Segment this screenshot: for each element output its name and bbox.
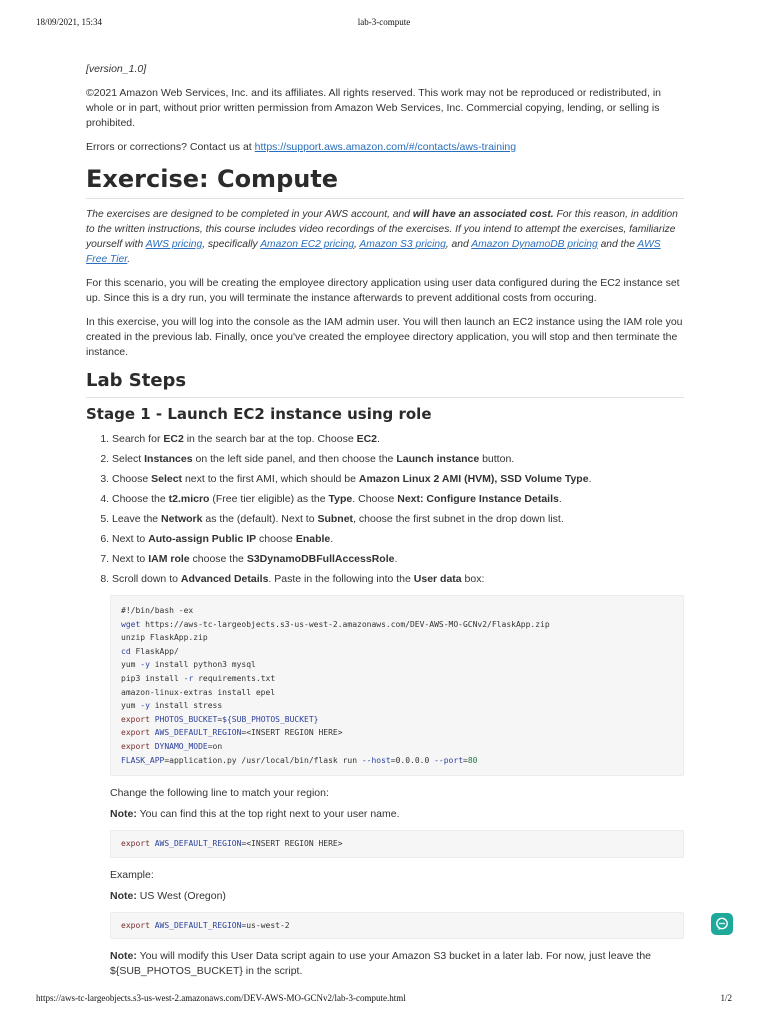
support-link[interactable]: https://support.aws.amazon.com/#/contacts/aws-training bbox=[254, 141, 517, 153]
print-header bbox=[0, 17, 768, 29]
scenario-paragraph: For this scenario, you will be creating the employee directory application using user data configured during the EC2 instance set up. Since this is a dry run, you will terminate the instance afterwards to prevent additional costs from occuring. bbox=[86, 277, 680, 304]
code-line: export AWS_DEFAULT_REGION=<INSERT REGION HERE> bbox=[121, 728, 343, 738]
code-line: export PHOTOS_BUCKET=${SUB_PHOTOS_BUCKET} bbox=[121, 714, 319, 724]
print-datetime: 18/09/2021, 15:34 bbox=[36, 17, 103, 27]
lab-steps-heading: Lab Steps bbox=[86, 369, 684, 398]
print-footer bbox=[0, 993, 768, 1005]
code-line: #!/bin/bash -ex bbox=[121, 606, 194, 615]
step-5: 5. Leave the Network as the (default). Next to Subnet, choose the first subnet in the drop down list. bbox=[112, 512, 684, 527]
code-line: pip3 install -r requirements.txt bbox=[121, 673, 276, 683]
user-data-code-block[interactable] bbox=[110, 595, 684, 776]
errors-contact: Errors or corrections? Contact us at https://support.aws.amazon.com/#/contacts/aws-training bbox=[86, 141, 517, 153]
page-title: Exercise: Compute bbox=[86, 164, 684, 199]
print-url: https://aws-tc-largeobjects.s3-us-west-2.amazonaws.com/DEV-AWS-MO-GCNv2/lab-3-compute.html bbox=[36, 993, 406, 1003]
code-line: wget https://aws-tc-largeobjects.s3-us-west-2.amazonaws.com/DEV-AWS-MO-GCNv2/FlaskApp.zip bbox=[121, 619, 550, 629]
step-8: 8. Scroll down to Advanced Details. Paste in the following into the User data box: bbox=[112, 572, 684, 587]
code-line: export AWS_DEFAULT_REGION=us-west-2 bbox=[121, 920, 290, 930]
code-line: export DYNAMO_MODE=on bbox=[121, 741, 223, 751]
code-line: export AWS_DEFAULT_REGION=<INSERT REGION HERE> bbox=[121, 839, 343, 849]
aws-pricing-link[interactable]: AWS pricing bbox=[145, 239, 203, 250]
version-label: [version_1.0] bbox=[86, 63, 147, 75]
step-3: 3. Choose Select next to the first AMI, which should be Amazon Linux 2 AMI (HVM), SSD Volume Type. bbox=[112, 472, 684, 487]
stage1-heading: Stage 1 - Launch EC2 instance using role bbox=[86, 405, 432, 423]
change-line-text: Change the following line to match your region: bbox=[110, 787, 329, 800]
ec2-pricing-link[interactable]: Amazon EC2 pricing bbox=[260, 239, 355, 250]
example-label: Example: bbox=[110, 868, 154, 881]
intro-paragraph: The exercises are designed to be completed in your AWS account, and will have an associated cost. For this reason, in addition to the written instructions, this course includes video recordings of the exercises. If you intend to attempt the exercises, familiarize yourself with AWS pricing, specifically Amazon EC2 pricing, Amazon S3 pricing, and Amazon DynamoDB pricing and the AWS Free Tier. bbox=[86, 209, 678, 265]
chat-bubble-icon bbox=[715, 917, 729, 931]
code-line: yum -y install python3 mysql bbox=[121, 660, 256, 670]
s3-pricing-link[interactable]: Amazon S3 pricing bbox=[359, 239, 446, 250]
step-2: 2. Select Instances on the left side panel, and then choose the Launch instance button. bbox=[112, 452, 684, 467]
copyright-notice: ©2021 Amazon Web Services, Inc. and its affiliates. All rights reserved. This work may not be reproduced or redistributed, in whole or in part, without prior written permission from Amazon Web Services, Inc. Commercial copying, lending, or selling is prohibited. bbox=[86, 87, 662, 129]
code-line: unzip FlaskApp.zip bbox=[121, 633, 208, 643]
code-line: amazon-linux-extras install epel bbox=[121, 687, 276, 697]
print-page-title: lab-3-compute bbox=[357, 17, 411, 27]
steps-list bbox=[86, 432, 684, 587]
note-region-example: Note: US West (Oregon) bbox=[110, 889, 226, 902]
step-1: 1. Search for EC2 in the search bar at the top. Choose EC2. bbox=[112, 432, 684, 447]
help-chat-icon[interactable] bbox=[711, 913, 733, 935]
print-page-number: 1/2 bbox=[720, 993, 732, 1003]
code-line: cd FlaskApp/ bbox=[121, 646, 179, 656]
exercise-paragraph: In this exercise, you will log into the console as the IAM admin user. You will then launch an EC2 instance using the IAM role you created in the previous lab. Finally, once you've created the employee directory application, you will stop and then terminate the instance. bbox=[86, 316, 683, 358]
region-example-code-block[interactable] bbox=[110, 912, 684, 940]
region-code-block[interactable] bbox=[110, 830, 684, 858]
code-line: FLASK_APP=application.py /usr/local/bin/flask run --host=0.0.0.0 --port=80 bbox=[121, 755, 478, 765]
step-6: 6. Next to Auto-assign Public IP choose Enable. bbox=[112, 532, 684, 547]
free-tier-link[interactable]: AWS Free Tier bbox=[86, 239, 661, 265]
note-region-location: Note: You can find this at the top right next to your user name. bbox=[110, 808, 400, 821]
step-8-details bbox=[110, 595, 684, 979]
note-user-data: Note: You will modify this User Data script again to use your Amazon S3 bucket in a later lab. For now, just leave the ${SUB_PHOTOS_BUCKET} in the script. bbox=[110, 950, 652, 978]
step-7: 7. Next to IAM role choose the S3DynamoDBFullAccessRole. bbox=[112, 552, 684, 567]
document-body bbox=[86, 62, 684, 985]
dynamodb-pricing-link[interactable]: Amazon DynamoDB pricing bbox=[471, 239, 598, 250]
code-line: yum -y install stress bbox=[121, 701, 223, 711]
step-4: 4. Choose the t2.micro (Free tier eligible) as the Type. Choose Next: Configure Instance Details. bbox=[112, 492, 684, 507]
